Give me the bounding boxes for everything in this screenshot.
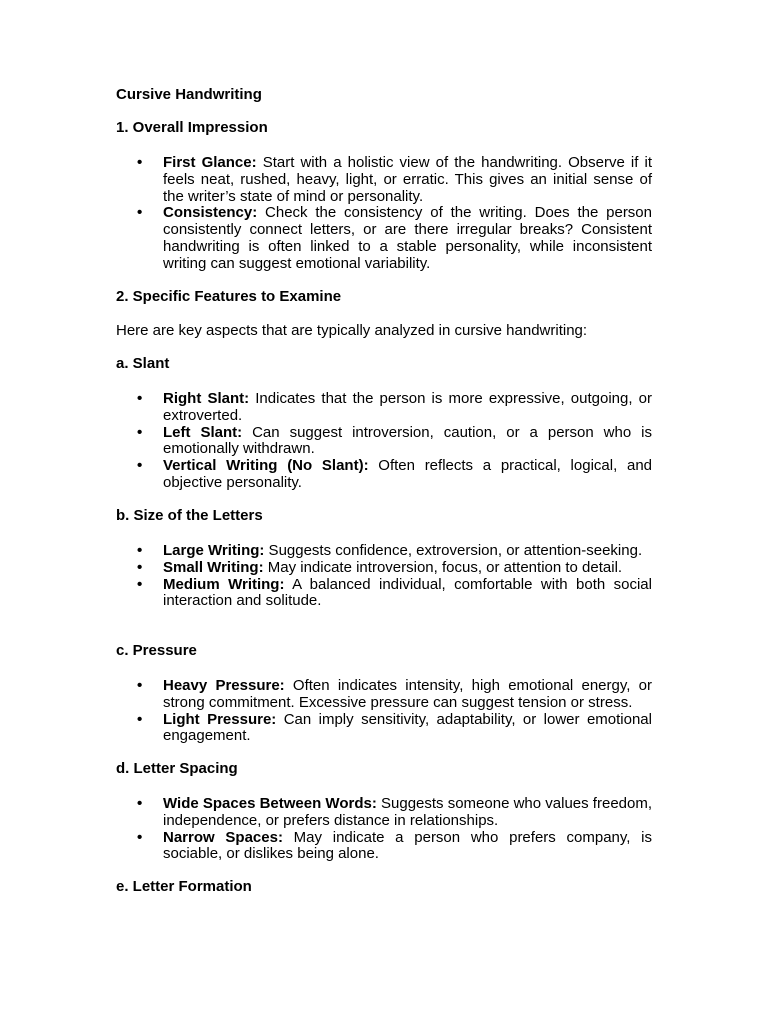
list-item xyxy=(116,796,652,830)
subsection-heading-letter-spacing: d. Letter Spacing xyxy=(116,760,238,777)
list-item xyxy=(116,458,652,492)
item-text: May indicate introversion, focus, or attention to detail. xyxy=(263,558,623,576)
item-term: Small Writing: xyxy=(163,558,264,576)
list-item xyxy=(116,205,652,272)
list-item xyxy=(116,830,652,864)
item-text: Suggests confidence, extroversion, or attention-seeking. xyxy=(264,542,643,559)
subsection-heading-slant: a. Slant xyxy=(116,355,170,372)
item-text: Can imply sensitivity, adaptability, or lower emotional engagement. xyxy=(163,710,652,745)
list-item xyxy=(116,543,652,560)
item-term: Consistency: xyxy=(163,204,258,222)
bullet-marker: • xyxy=(137,154,143,171)
letter-spacing-list xyxy=(116,796,652,863)
list-item xyxy=(116,577,652,611)
item-term: Right Slant: xyxy=(163,390,250,407)
bullet-marker: • xyxy=(137,795,143,812)
item-text: Often indicates intensity, high emotional energy, or strong commitment. Excessive pressure can suggest tension or stress. xyxy=(163,677,652,711)
bullet-marker: • xyxy=(137,828,143,846)
subsection-heading-pressure: c. Pressure xyxy=(116,642,197,659)
item-term: Medium Writing: xyxy=(163,575,285,593)
item-text: Suggests someone who values freedom, independence, or prefers distance in relationships. xyxy=(163,795,653,829)
bullet-marker: • xyxy=(137,542,143,559)
item-term: Left Slant: xyxy=(163,423,243,441)
item-term: Vertical Writing (No Slant): xyxy=(163,457,369,475)
list-item xyxy=(116,391,652,425)
list-item xyxy=(116,155,652,205)
item-term: Large Writing: xyxy=(163,542,265,559)
list-item xyxy=(116,712,652,746)
section-intro: Here are key aspects that are typically analyzed in cursive handwriting: xyxy=(116,322,588,339)
item-text: A balanced individual, comfortable with both social interaction and solitude. xyxy=(163,575,652,610)
item-term: First Glance: xyxy=(163,154,257,171)
item-text: Can suggest introversion, caution, or a person who is emotionally withdrawn. xyxy=(163,423,652,458)
slant-list xyxy=(116,391,652,492)
item-term: Narrow Spaces: xyxy=(163,828,283,846)
section-heading-overall-impression: 1. Overall Impression xyxy=(116,119,268,136)
item-term: Heavy Pressure: xyxy=(163,677,285,694)
bullet-marker: • xyxy=(137,204,143,222)
subsection-heading-size: b. Size of the Letters xyxy=(116,507,263,524)
bullet-marker: • xyxy=(137,677,143,694)
item-text: Check the consistency of the writing. Does the person consistently connect letters, or are there irregular breaks? Consistent handwriting is often linked to a stable personality, while inconsistent writing can suggest emotional variability. xyxy=(163,204,652,272)
item-text: May indicate a person who prefers company, is sociable, or dislikes being alone. xyxy=(163,828,652,863)
size-list xyxy=(116,543,652,610)
overall-impression-list xyxy=(116,155,652,273)
bullet-marker: • xyxy=(137,390,143,407)
bullet-marker: • xyxy=(137,457,143,475)
section-heading-specific-features: 2. Specific Features to Examine xyxy=(116,288,342,305)
bullet-marker: • xyxy=(137,558,143,576)
pressure-list xyxy=(116,678,652,745)
list-item xyxy=(116,425,652,459)
item-term: Wide Spaces Between Words: xyxy=(163,795,377,812)
bullet-marker: • xyxy=(137,423,143,441)
item-term: Light Pressure: xyxy=(163,710,277,728)
subsection-heading-letter-formation: e. Letter Formation xyxy=(116,878,252,895)
item-text: Start with a holistic view of the handwriting. Observe if it feels neat, rushed, heavy, light, or erratic. This gives an initial sense of the writer’s state of mind or personality. xyxy=(163,154,652,205)
bullet-marker: • xyxy=(137,575,143,593)
list-item xyxy=(116,560,652,577)
document-title: Cursive Handwriting xyxy=(116,86,262,103)
bullet-marker: • xyxy=(137,710,143,728)
list-item xyxy=(116,678,652,712)
item-text: Indicates that the person is more expressive, outgoing, or extroverted. xyxy=(163,390,652,424)
item-text: Often reflects a practical, logical, and objective personality. xyxy=(163,457,652,491)
